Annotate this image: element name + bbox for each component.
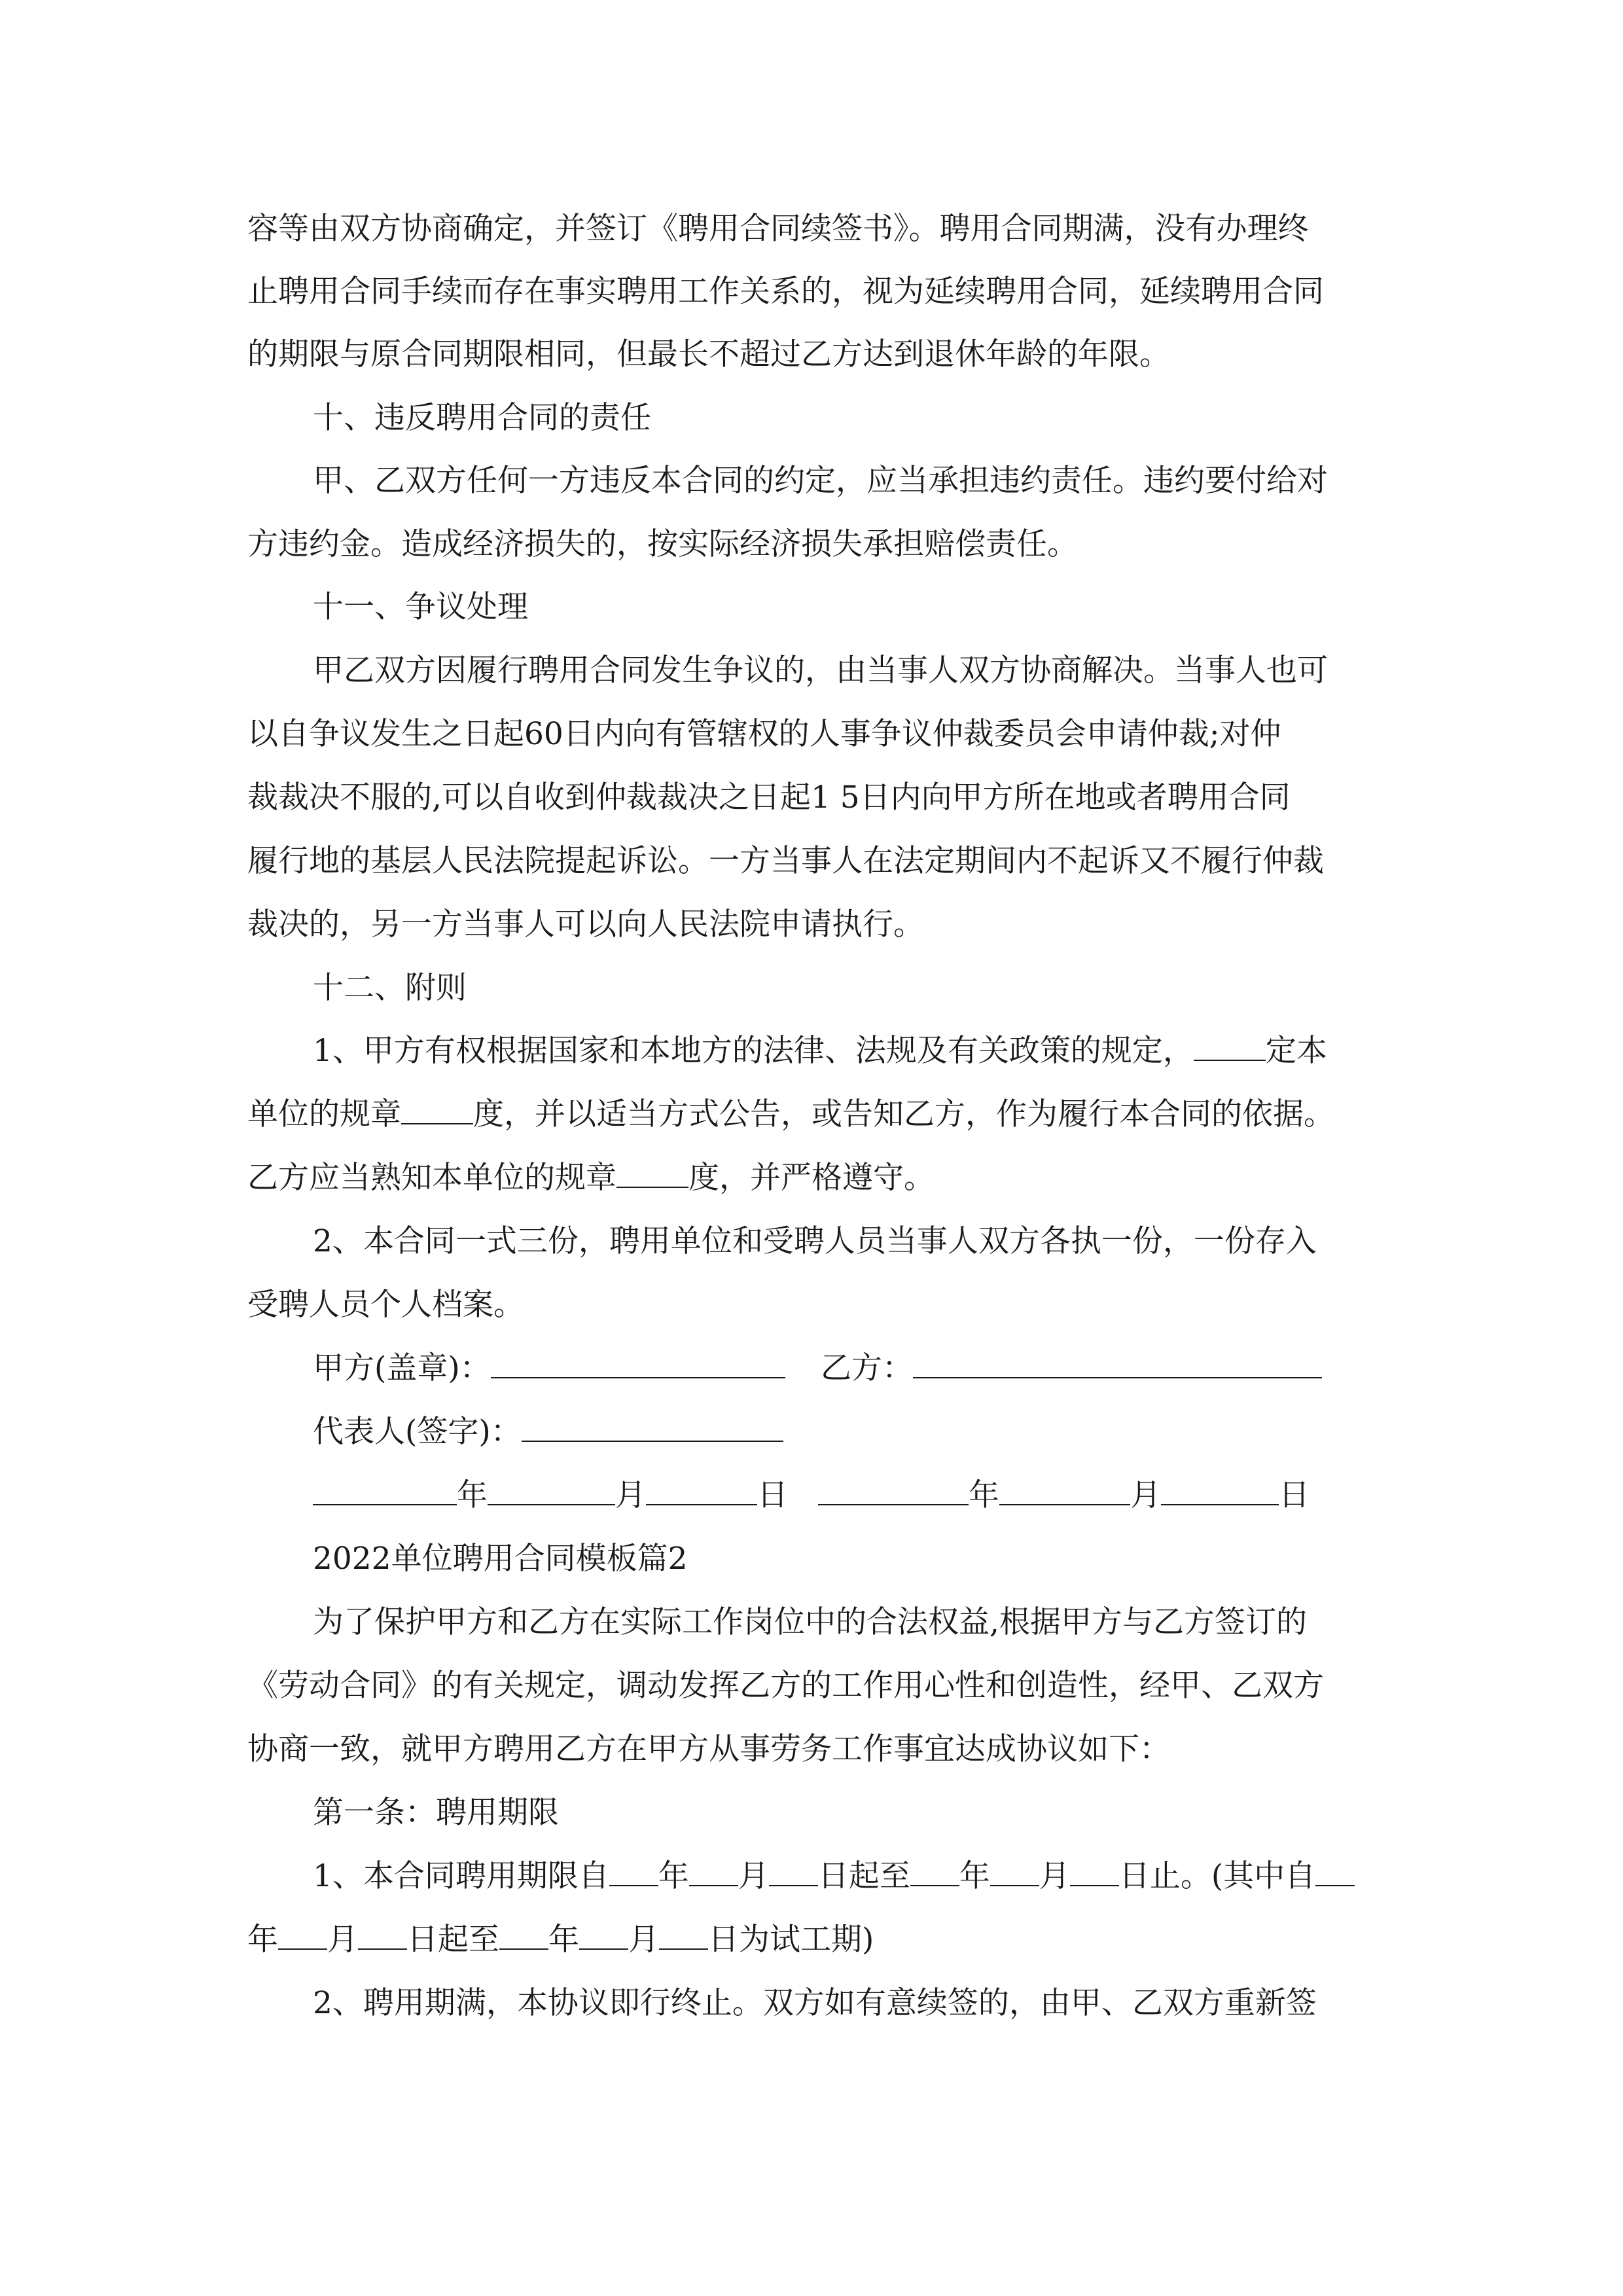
representative-label: 代表人(签字)： xyxy=(313,1414,522,1450)
paragraph-line: 《劳动合同》的有关规定，调动发挥乙方的工作用心性和创造性，经甲、乙双方 xyxy=(247,1668,1324,1704)
fill-blank[interactable] xyxy=(689,1859,738,1886)
paragraph-line: 2、本合同一式三份，聘用单位和受聘人员当事人双方各执一份，一份存入 xyxy=(313,1223,1317,1259)
term-text: 月 xyxy=(628,1922,659,1958)
clause-line xyxy=(247,1096,1334,1133)
clause-text: 度，并以适当方式公告，或告知乙方，作为履行本合同的依据。 xyxy=(473,1096,1334,1132)
date-row xyxy=(818,1477,1310,1514)
signature-row xyxy=(821,1350,1322,1387)
term-text: 年 xyxy=(548,1922,579,1958)
fill-blank[interactable] xyxy=(358,1922,407,1950)
paragraph-line: 以自争议发生之日起60日内向有管辖权的人事争议仲裁委员会申请仲裁;对仲 xyxy=(247,716,1281,752)
party-b-signature-blank[interactable] xyxy=(913,1351,1322,1378)
term-text: 月 xyxy=(1039,1858,1070,1894)
month-label: 月 xyxy=(1130,1477,1161,1513)
fill-blank[interactable] xyxy=(990,1859,1039,1886)
fill-blank[interactable] xyxy=(616,1160,688,1188)
section-heading: 第一条：聘用期限 xyxy=(313,1795,559,1831)
term-text: 年 xyxy=(247,1922,278,1958)
day-label: 日 xyxy=(1279,1477,1310,1513)
paragraph-line: 止聘用合同手续而存在事实聘用工作关系的，视为延续聘用合同，延续聘用合同 xyxy=(247,274,1324,310)
paragraph-line: 容等由双方协商确定，并签订《聘用合同续签书》。聘用合同期满，没有办理终 xyxy=(247,211,1309,247)
day-blank[interactable] xyxy=(1161,1478,1279,1505)
paragraph-line: 协商一致，就甲方聘用乙方在甲方从事劳务工作事宜达成协议如下： xyxy=(247,1731,1170,1767)
clause-line xyxy=(247,1160,935,1196)
term-text: 月 xyxy=(327,1922,358,1958)
fill-blank[interactable] xyxy=(659,1922,708,1950)
section-title: 2022单位聘用合同模板篇2 xyxy=(313,1541,688,1577)
fill-blank[interactable] xyxy=(1070,1859,1119,1886)
signature-row xyxy=(313,1350,785,1387)
fill-blank[interactable] xyxy=(769,1859,818,1886)
clause-text: 乙方应当熟知本单位的规章 xyxy=(247,1160,616,1196)
date-row xyxy=(313,1477,788,1514)
party-a-label: 甲方(盖章)： xyxy=(313,1350,491,1386)
month-blank[interactable] xyxy=(488,1478,615,1505)
term-text: 1、本合同聘用期限自 xyxy=(313,1858,609,1894)
section-heading: 十二、附则 xyxy=(313,970,467,1006)
fill-blank[interactable] xyxy=(401,1097,473,1124)
signature-row xyxy=(313,1414,783,1450)
year-label: 年 xyxy=(969,1477,999,1513)
paragraph-line: 受聘人员个人档案。 xyxy=(247,1287,524,1323)
paragraph-line: 裁决的，另一方当事人可以向人民法院申请执行。 xyxy=(247,906,924,942)
clause-text: 度，并严格遵守。 xyxy=(688,1160,935,1196)
fill-blank[interactable] xyxy=(609,1859,658,1886)
term-text: 年 xyxy=(959,1858,990,1894)
term-text: 日为试工期) xyxy=(708,1922,874,1958)
day-label: 日 xyxy=(757,1477,788,1513)
term-line xyxy=(313,1858,1355,1895)
fill-blank[interactable] xyxy=(910,1859,959,1886)
clause-text: 单位的规章 xyxy=(247,1096,401,1132)
paragraph-line: 甲、乙双方任何一方违反本合同的约定，应当承担违约责任。违约要付给对 xyxy=(313,463,1328,499)
party-a-signature-blank[interactable] xyxy=(491,1351,785,1378)
party-b-label: 乙方： xyxy=(821,1350,913,1386)
representative-signature-blank[interactable] xyxy=(522,1414,783,1442)
paragraph-line: 的期限与原合同期限相同，但最长不超过乙方达到退休年龄的年限。 xyxy=(247,336,1170,372)
term-text: 月 xyxy=(738,1858,769,1894)
fill-blank[interactable] xyxy=(579,1922,628,1950)
term-text: 日止。(其中自 xyxy=(1118,1858,1316,1894)
year-blank[interactable] xyxy=(313,1478,457,1505)
fill-blank[interactable] xyxy=(499,1922,548,1950)
term-text: 日起至 xyxy=(817,1858,910,1894)
section-heading: 十、违反聘用合同的责任 xyxy=(313,400,651,436)
year-label: 年 xyxy=(457,1477,488,1513)
paragraph-line: 履行地的基层人民法院提起诉讼。一方当事人在法定期间内不起诉又不履行仲裁 xyxy=(247,843,1324,879)
paragraph-line: 为了保护甲方和乙方在实际工作岗位中的合法权益,根据甲方与乙方签订的 xyxy=(313,1604,1307,1640)
day-blank[interactable] xyxy=(646,1478,757,1505)
paragraph-line: 甲乙双方因履行聘用合同发生争议的，由当事人双方协商解决。当事人也可 xyxy=(313,653,1328,689)
clause-text: 1、甲方有权根据国家和本地方的法律、法规及有关政策的规定， xyxy=(313,1033,1194,1069)
clause-line xyxy=(313,1033,1327,1069)
term-text: 年 xyxy=(658,1858,689,1894)
paragraph-line: 裁裁决不服的,可以自收到仲裁裁决之日起1 5日内向甲方所在地或者聘用合同 xyxy=(247,780,1291,816)
section-heading: 十一、争议处理 xyxy=(313,589,528,625)
paragraph-line: 方违约金。造成经济损失的，按实际经济损失承担赔偿责任。 xyxy=(247,526,1078,562)
term-text: 日起至 xyxy=(407,1922,499,1958)
year-blank[interactable] xyxy=(818,1478,969,1505)
month-blank[interactable] xyxy=(999,1478,1130,1505)
fill-blank[interactable] xyxy=(278,1922,327,1950)
term-line xyxy=(247,1922,874,1958)
fill-blank[interactable] xyxy=(1315,1859,1355,1886)
month-label: 月 xyxy=(615,1477,646,1513)
clause-text: 定本 xyxy=(1265,1033,1327,1069)
paragraph-line: 2、聘用期满，本协议即行终止。双方如有意续签的，由甲、乙双方重新签 xyxy=(313,1985,1317,2021)
fill-blank[interactable] xyxy=(1194,1033,1266,1061)
